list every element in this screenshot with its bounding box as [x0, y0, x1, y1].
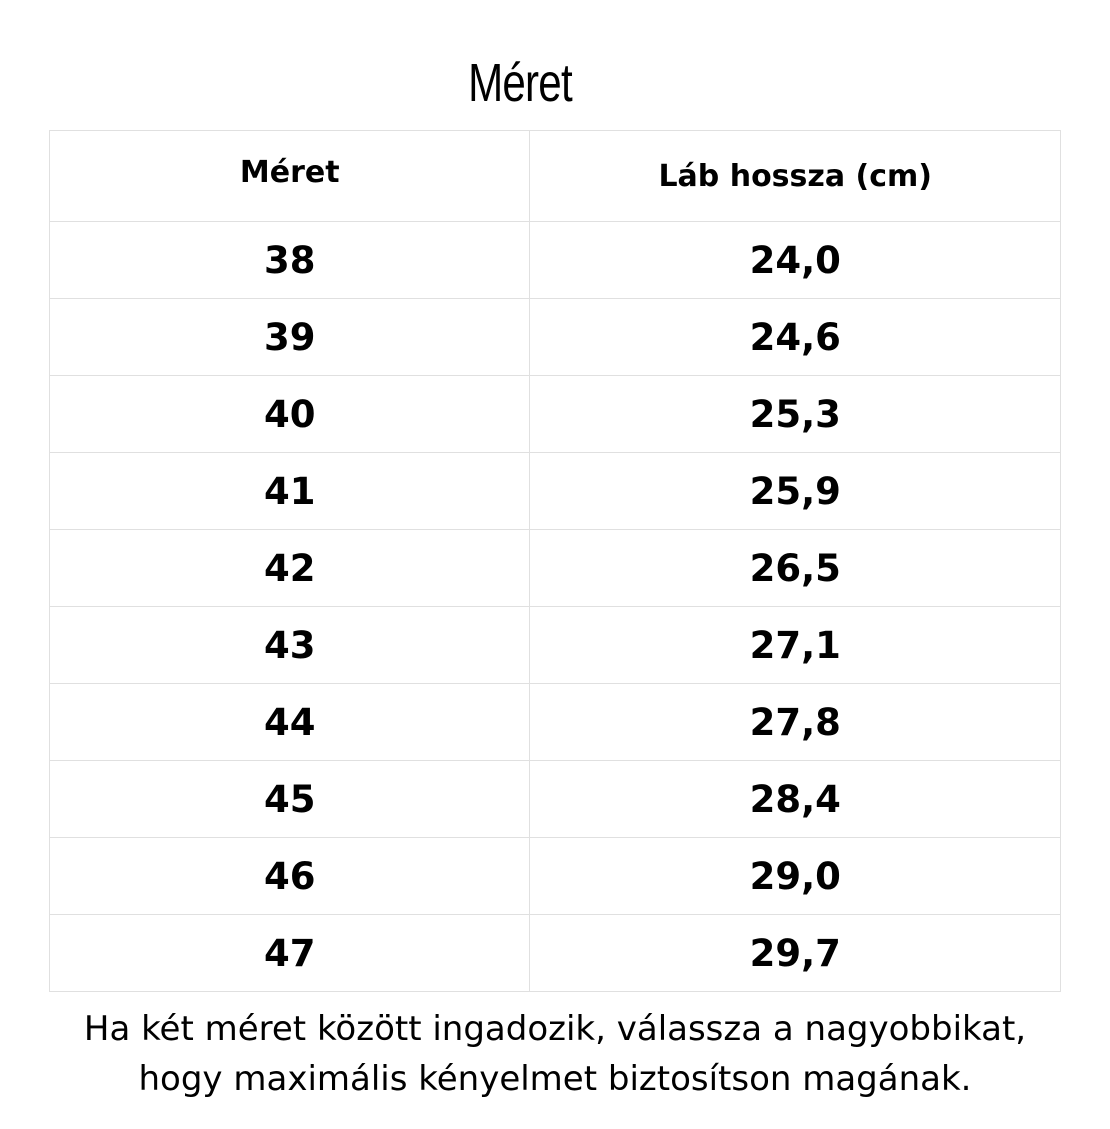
- sizing-advice-line-1: Ha két méret között ingadozik, válassza a nagyobbikat,: [83, 1009, 1027, 1049]
- foot-length-cell: 27,8: [530, 684, 1061, 761]
- size-cell: 39: [50, 299, 530, 376]
- page-title: Méret: [468, 53, 572, 113]
- table-row: [50, 607, 1061, 684]
- size-cell: 38: [50, 222, 530, 299]
- table-row: [50, 453, 1061, 530]
- foot-length-cell: 24,6: [530, 299, 1061, 376]
- size-cell: 47: [50, 915, 530, 992]
- sizing-advice-line-2: hogy maximális kényelmet biztosítson magának.: [138, 1059, 972, 1099]
- table-row: [50, 915, 1061, 992]
- column-header-foot-length: Láb hossza (cm): [530, 131, 1061, 222]
- size-cell: 41: [50, 453, 530, 530]
- foot-length-cell: 27,1: [530, 607, 1061, 684]
- size-cell: 46: [50, 838, 530, 915]
- size-cell: 40: [50, 376, 530, 453]
- size-cell: 42: [50, 530, 530, 607]
- foot-length-cell: 29,0: [530, 838, 1061, 915]
- table-row: [50, 222, 1061, 299]
- size-chart-table: [49, 130, 1061, 992]
- table-row: [50, 530, 1061, 607]
- foot-length-cell: 25,3: [530, 376, 1061, 453]
- size-cell: 43: [50, 607, 530, 684]
- size-cell: 45: [50, 761, 530, 838]
- foot-length-cell: 25,9: [530, 453, 1061, 530]
- table-row: [50, 761, 1061, 838]
- table-row: [50, 376, 1061, 453]
- table-row: [50, 299, 1061, 376]
- foot-length-cell: 28,4: [530, 761, 1061, 838]
- table-row: [50, 684, 1061, 761]
- column-header-size: [50, 131, 530, 222]
- size-cell: 44: [50, 684, 530, 761]
- sizing-advice-note: [0, 1004, 1110, 1104]
- table-row: [50, 838, 1061, 915]
- foot-length-cell: 26,5: [530, 530, 1061, 607]
- foot-length-cell: 29,7: [530, 915, 1061, 992]
- table-header-row: [50, 131, 1061, 222]
- foot-length-cell: 24,0: [530, 222, 1061, 299]
- column-header-size-label: Méret: [239, 154, 340, 190]
